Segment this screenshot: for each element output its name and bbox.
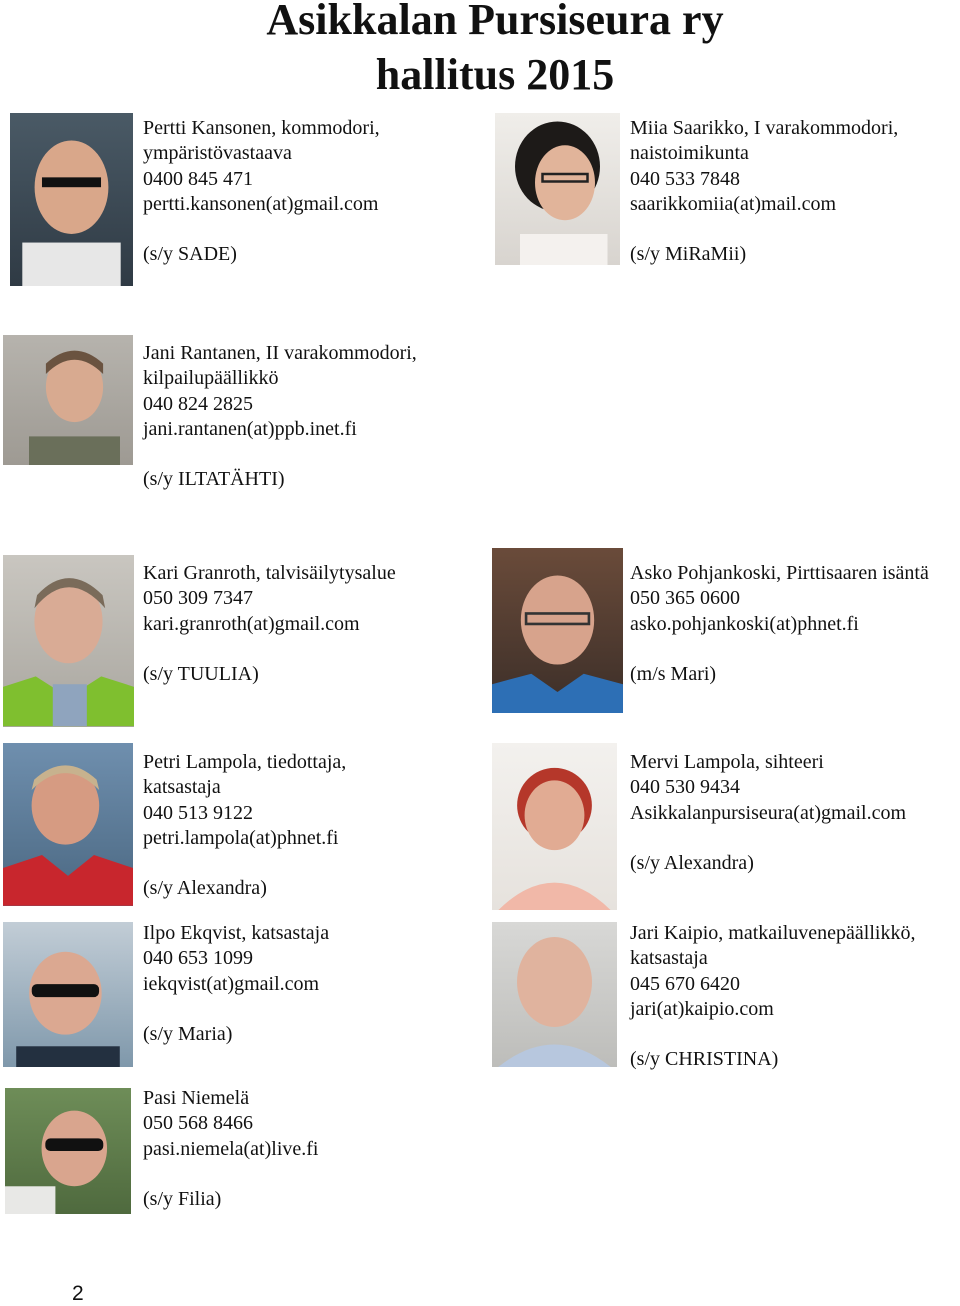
member-boat: (s/y Filia) <box>143 1187 222 1210</box>
member-info <box>143 561 396 687</box>
member-name-role: Kari Granroth, talvisäilytysalue <box>143 562 396 584</box>
member-name-role: Jari Kaipio, matkailuvenepäällikkö, <box>630 922 916 944</box>
member-info <box>630 921 915 1072</box>
member-email: pertti.kansonen(at)gmail.com <box>143 192 379 215</box>
member-name-role: Pertti Kansonen, kommodori, <box>143 117 380 139</box>
member-info <box>143 116 380 267</box>
member-phone: 040 824 2825 <box>143 392 253 415</box>
document-subtitle: hallitus 2015 <box>375 50 615 99</box>
member-email: petri.lampola(at)phnet.fi <box>143 826 339 849</box>
member-boat: (s/y Maria) <box>143 1022 233 1045</box>
member-email: asko.pohjankoski(at)phnet.fi <box>630 612 859 635</box>
member-name-role: Jani Rantanen, II varakommodori, <box>143 342 417 364</box>
member-photo <box>492 548 623 713</box>
member-email: iekqvist(at)gmail.com <box>143 972 320 995</box>
member-name-role: Pasi Niemelä <box>143 1087 250 1109</box>
member-phone: 0400 845 471 <box>143 167 253 190</box>
member-phone: 040 533 7848 <box>630 167 740 190</box>
member-name-role: Ilpo Ekqvist, katsastaja <box>143 922 330 944</box>
member-role: kilpailupäällikkö <box>143 367 279 390</box>
member-boat: (s/y Alexandra) <box>630 851 754 874</box>
member-role: naistoimikunta <box>630 142 749 165</box>
member-info <box>630 750 906 876</box>
member-email: jari(at)kaipio.com <box>630 997 774 1020</box>
member-photo <box>3 335 133 465</box>
member-name-role: Asko Pohjankoski, Pirttisaaren isäntä <box>630 562 929 584</box>
member-phone: 045 670 6420 <box>630 972 740 995</box>
member-role: katsastaja <box>143 776 221 799</box>
member-boat: (s/y Alexandra) <box>143 877 267 900</box>
member-email: jani.rantanen(at)ppb.inet.fi <box>143 417 357 440</box>
member-boat: (s/y ILTATÄHTI) <box>143 468 285 491</box>
member-email: kari.granroth(at)gmail.com <box>143 612 360 635</box>
member-phone: 040 653 1099 <box>143 947 253 970</box>
member-phone: 040 513 9122 <box>143 801 253 824</box>
member-info <box>630 561 929 687</box>
member-info <box>630 116 898 267</box>
member-name-role: Miia Saarikko, I varakommodori, <box>630 117 899 139</box>
member-phone: 040 530 9434 <box>630 776 740 799</box>
member-phone: 050 309 7347 <box>143 587 253 610</box>
member-name-role: Petri Lampola, tiedottaja, <box>143 751 347 773</box>
page-number: 2 <box>72 1282 84 1305</box>
member-phone: 050 365 0600 <box>630 587 740 610</box>
member-boat: (s/y MiRaMii) <box>630 243 747 266</box>
member-photo <box>495 113 620 265</box>
member-name-role: Mervi Lampola, sihteeri <box>630 751 824 773</box>
member-photo <box>492 922 617 1067</box>
member-info <box>143 750 346 901</box>
member-photo <box>492 743 617 910</box>
member-photo <box>3 555 134 727</box>
member-boat: (s/y SADE) <box>143 243 237 266</box>
member-info <box>143 341 417 492</box>
member-info <box>143 1086 318 1212</box>
member-role: ympäristövastaava <box>143 142 292 165</box>
member-boat: (s/y TUULIA) <box>143 662 259 685</box>
document-title: Asikkalan Pursiseura ry <box>266 0 724 44</box>
member-boat: (s/y CHRISTINA) <box>630 1048 779 1071</box>
member-email: pasi.niemela(at)live.fi <box>143 1137 319 1160</box>
member-photo <box>5 1088 131 1214</box>
member-email: Asikkalanpursiseura(at)gmail.com <box>630 801 907 824</box>
member-info <box>143 921 329 1047</box>
member-photo <box>10 113 133 286</box>
member-email: saarikkomiia(at)mail.com <box>630 192 837 215</box>
member-boat: (m/s Mari) <box>630 662 717 685</box>
member-photo <box>3 922 133 1067</box>
member-phone: 050 568 8466 <box>143 1112 253 1135</box>
member-photo <box>3 743 133 906</box>
member-role: katsastaja <box>630 947 708 970</box>
